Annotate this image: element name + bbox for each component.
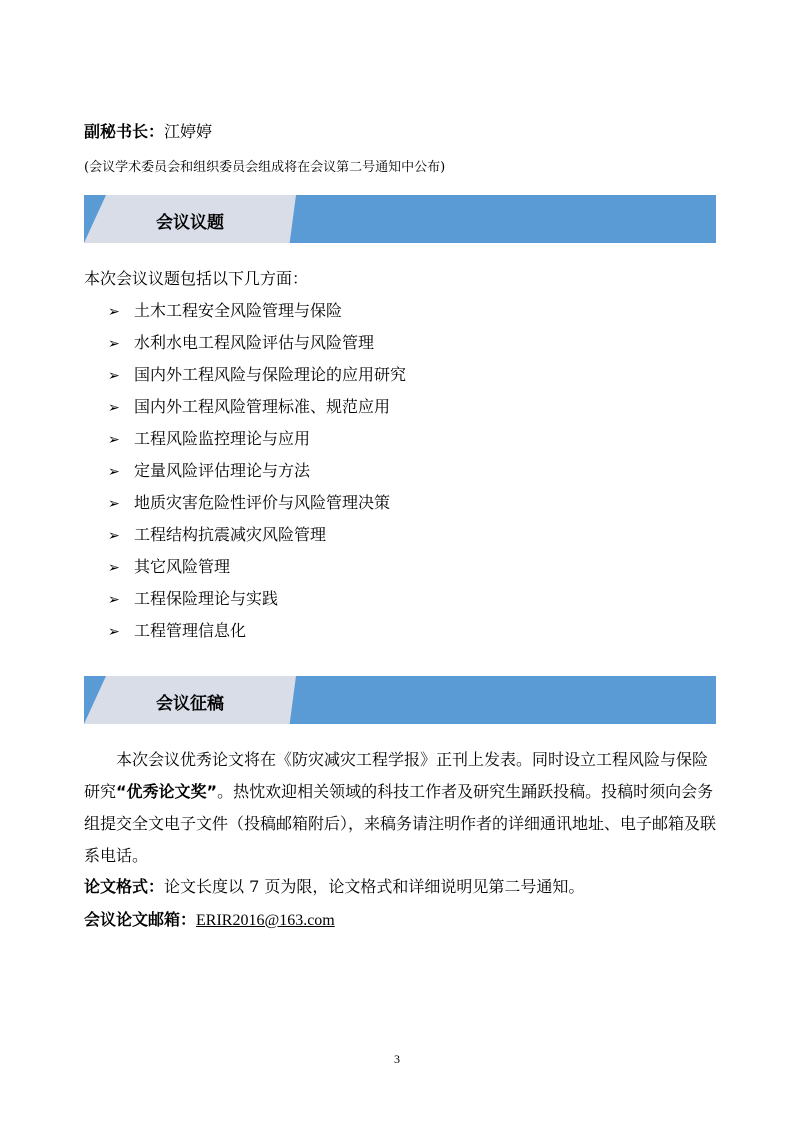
email-line xyxy=(84,910,335,931)
arrow-bullet-icon: ➢ xyxy=(108,592,120,608)
format-text: 论文长度以 7 页为限，论文格式和详细说明见第二号通知。 xyxy=(164,877,585,896)
topics-title: 会议议题 xyxy=(156,213,224,233)
topic-label: 定量风险评估理论与方法 xyxy=(134,461,311,480)
topic-label: 工程管理信息化 xyxy=(134,621,247,640)
committee-note: (会议学术委员会和组织委员会组成将在会议第二号通知中公布) xyxy=(84,160,446,175)
arrow-bullet-icon: ➢ xyxy=(108,560,120,576)
topic-item xyxy=(108,429,310,450)
topic-item xyxy=(108,557,230,578)
topic-item xyxy=(108,301,342,322)
format-line xyxy=(84,877,584,897)
arrow-bullet-icon: ➢ xyxy=(108,432,120,448)
topic-item xyxy=(108,621,246,642)
arrow-bullet-icon: ➢ xyxy=(108,368,120,384)
vice-secretary-label: 副秘书长： xyxy=(84,122,165,141)
arrow-bullet-icon: ➢ xyxy=(108,528,120,544)
topics-banner xyxy=(84,195,716,243)
vice-secretary-name: 江婷婷 xyxy=(164,122,213,141)
topic-label: 国内外工程风险与保险理论的应用研究 xyxy=(134,365,407,384)
arrow-bullet-icon: ➢ xyxy=(108,464,120,480)
topic-label: 国内外工程风险管理标准、规范应用 xyxy=(134,397,391,416)
format-label: 论文格式： xyxy=(84,877,165,896)
submission-title: 会议征稿 xyxy=(156,694,224,714)
arrow-bullet-icon: ➢ xyxy=(108,400,120,416)
arrow-bullet-icon: ➢ xyxy=(108,304,120,320)
topics-intro: 本次会议议题包括以下几方面： xyxy=(84,269,309,288)
arrow-bullet-icon: ➢ xyxy=(108,624,120,640)
vice-secretary-line xyxy=(84,122,212,142)
topic-label: 其它风险管理 xyxy=(134,557,231,576)
topic-label: 土木工程安全风险管理与保险 xyxy=(134,301,343,320)
topic-item xyxy=(108,397,390,418)
page-number: 3 xyxy=(394,1052,400,1066)
email-link[interactable]: ERIR2016@163.com xyxy=(196,912,335,929)
topic-item xyxy=(108,589,278,610)
submission-banner xyxy=(84,676,716,724)
topic-label: 工程结构抗震减灾风险管理 xyxy=(134,525,327,544)
arrow-bullet-icon: ➢ xyxy=(108,496,120,512)
topic-item xyxy=(108,461,310,482)
topic-item xyxy=(108,525,326,546)
topic-item xyxy=(108,333,374,354)
topic-label: 地质灾害危险性评价与风险管理决策 xyxy=(134,493,391,512)
award-name: “优秀论文奖” xyxy=(116,782,218,801)
topic-label: 水利水电工程风险评估与风险管理 xyxy=(134,333,375,352)
topic-item xyxy=(108,493,390,514)
submission-paragraph: 本次会议优秀论文将在《防灾减灾工程学报》正刊上发表。同时设立工程风险与保险研究“优秀论文奖”。热忱欢迎相关领域的科技工作者及研究生踊跃投稿。投稿时须向会务组提交全文电子文件（投稿邮箱附后），来稿务请注明作者的详细通讯地址、电子邮箱及联系电话。 xyxy=(84,750,717,865)
arrow-bullet-icon: ➢ xyxy=(108,336,120,352)
topic-label: 工程保险理论与实践 xyxy=(134,589,279,608)
topic-label: 工程风险监控理论与应用 xyxy=(134,429,311,448)
email-label: 会议论文邮箱： xyxy=(84,910,197,929)
topic-item xyxy=(108,365,406,386)
